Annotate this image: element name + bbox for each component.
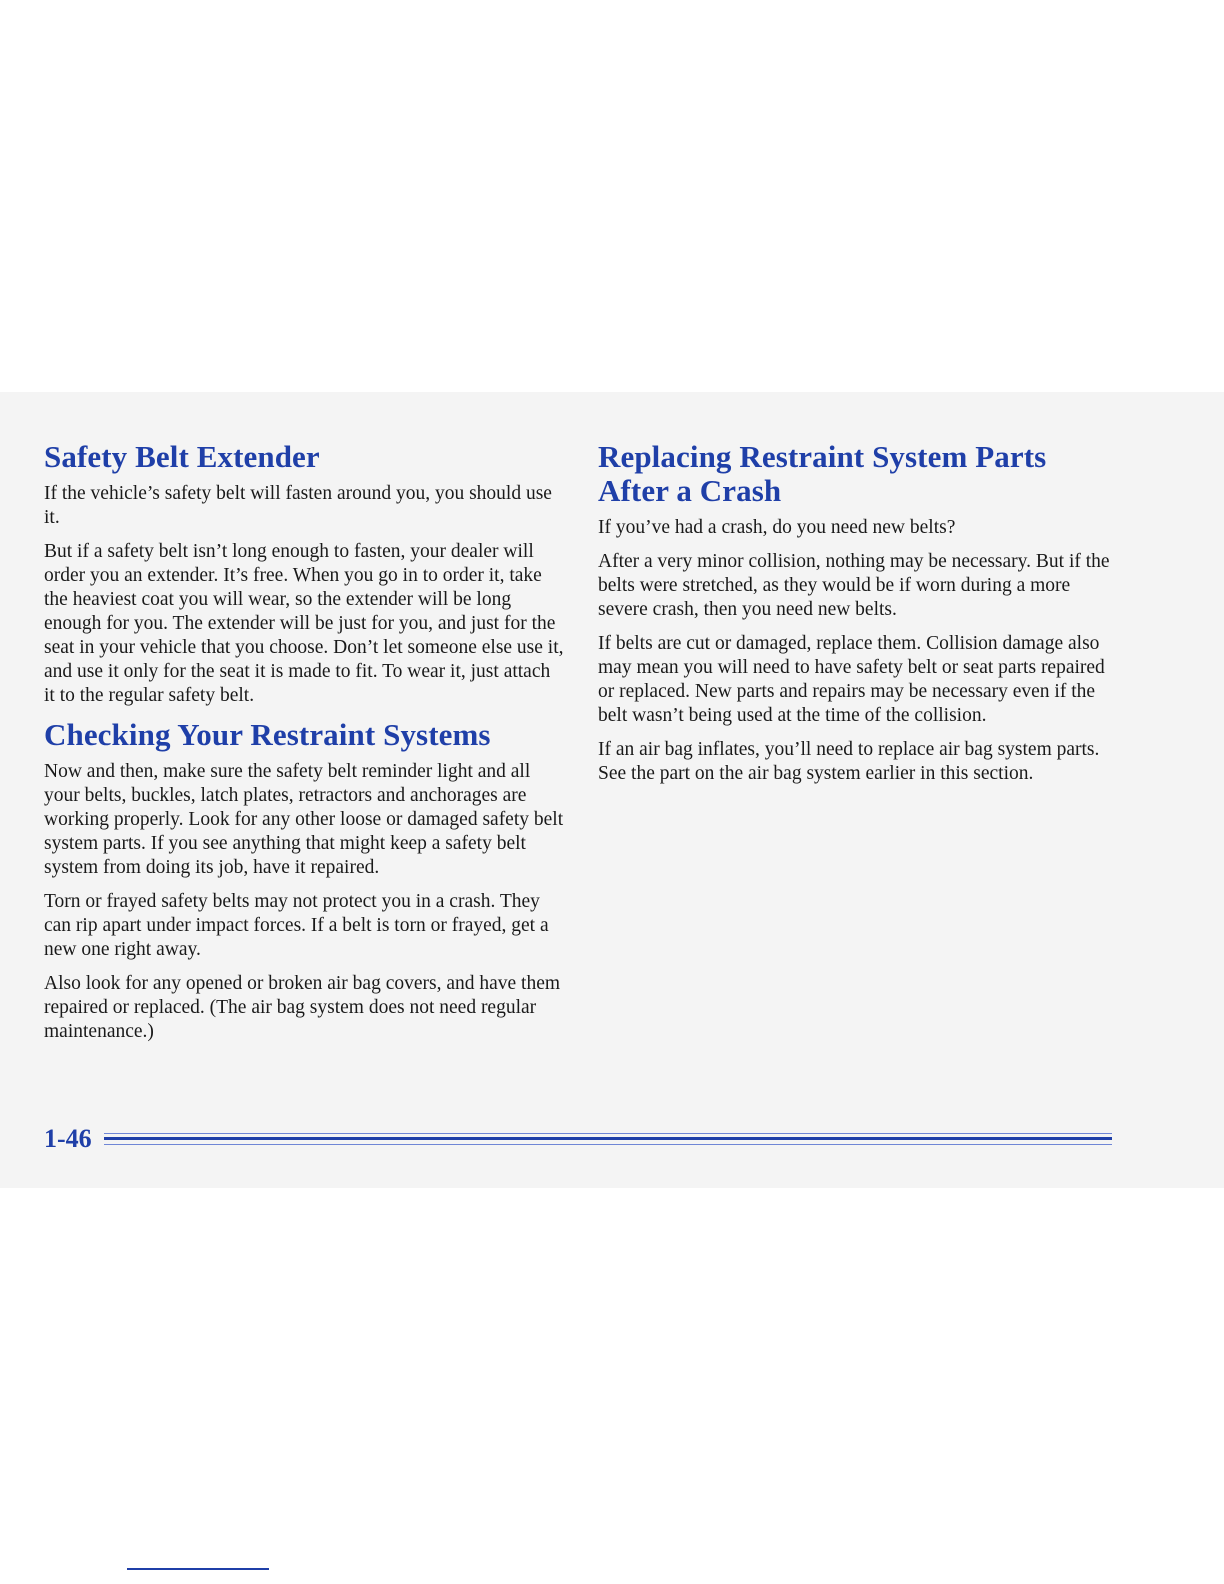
- paragraph: If you’ve had a crash, do you need new belts?: [598, 517, 956, 538]
- heading-replacing-restraint-parts: [598, 440, 1118, 508]
- left-column: [44, 440, 564, 1054]
- paragraph: If the vehicle’s safety belt will fasten around you, you should use it.: [44, 483, 552, 528]
- paragraph: But if a safety belt isn’t long enough to fasten, your dealer will order you an extender. It’s free. When you go in to order it, take the heaviest coat you will wear, so the extender will be long enough for you. The extender will be just for you, and just for the seat in your vehicle that you choose. Don’t let someone else use it, and use it only for the seat it is made to fit. To wear it, just attach it to the regular safety belt.: [44, 541, 564, 706]
- paragraph: After a very minor collision, nothing may be necessary. But if the belts were stretched, as they would be if worn during a more severe crash, then you need new belts.: [598, 551, 1110, 620]
- right-column: [598, 440, 1118, 796]
- bottom-mark-divider: [127, 1568, 269, 1570]
- paragraph: Torn or frayed safety belts may not protect you in a crash. They can rip apart under impact forces. If a belt is torn or frayed, get a new one right away.: [44, 891, 549, 960]
- heading-line-2: After a Crash: [598, 473, 782, 508]
- page-number: 1-46: [44, 1124, 92, 1153]
- footer-rule-thin-top: [104, 1133, 1112, 1134]
- paragraph: Also look for any opened or broken air bag covers, and have them repaired or replaced. (The air bag system does not need regular maintenance.): [44, 973, 561, 1042]
- paragraph: If an air bag inflates, you’ll need to replace air bag system parts. See the part on the air bag system earlier in this section.: [598, 739, 1100, 784]
- footer-rule-thick: [104, 1137, 1112, 1140]
- heading-checking-restraint-systems: Checking Your Restraint Systems: [44, 717, 491, 752]
- footer-rule-thin-bottom: [104, 1144, 1112, 1145]
- page-footer: [44, 1124, 1112, 1154]
- paragraph: Now and then, make sure the safety belt reminder light and all your belts, buckles, latch plates, retractors and anchorages are working properly. Look for any other loose or damaged safety belt system parts. If you see anything that might keep a safety belt system from doing its job, have it repaired.: [44, 761, 564, 878]
- heading-safety-belt-extender: Safety Belt Extender: [44, 439, 320, 474]
- heading-line-1: Replacing Restraint System Parts: [598, 439, 1047, 474]
- paragraph: If belts are cut or damaged, replace them. Collision damage also may mean you will need to have safety belt or seat parts repaired or replaced. New parts and repairs may be necessary even if the belt wasn’t being used at the time of the collision.: [598, 633, 1105, 726]
